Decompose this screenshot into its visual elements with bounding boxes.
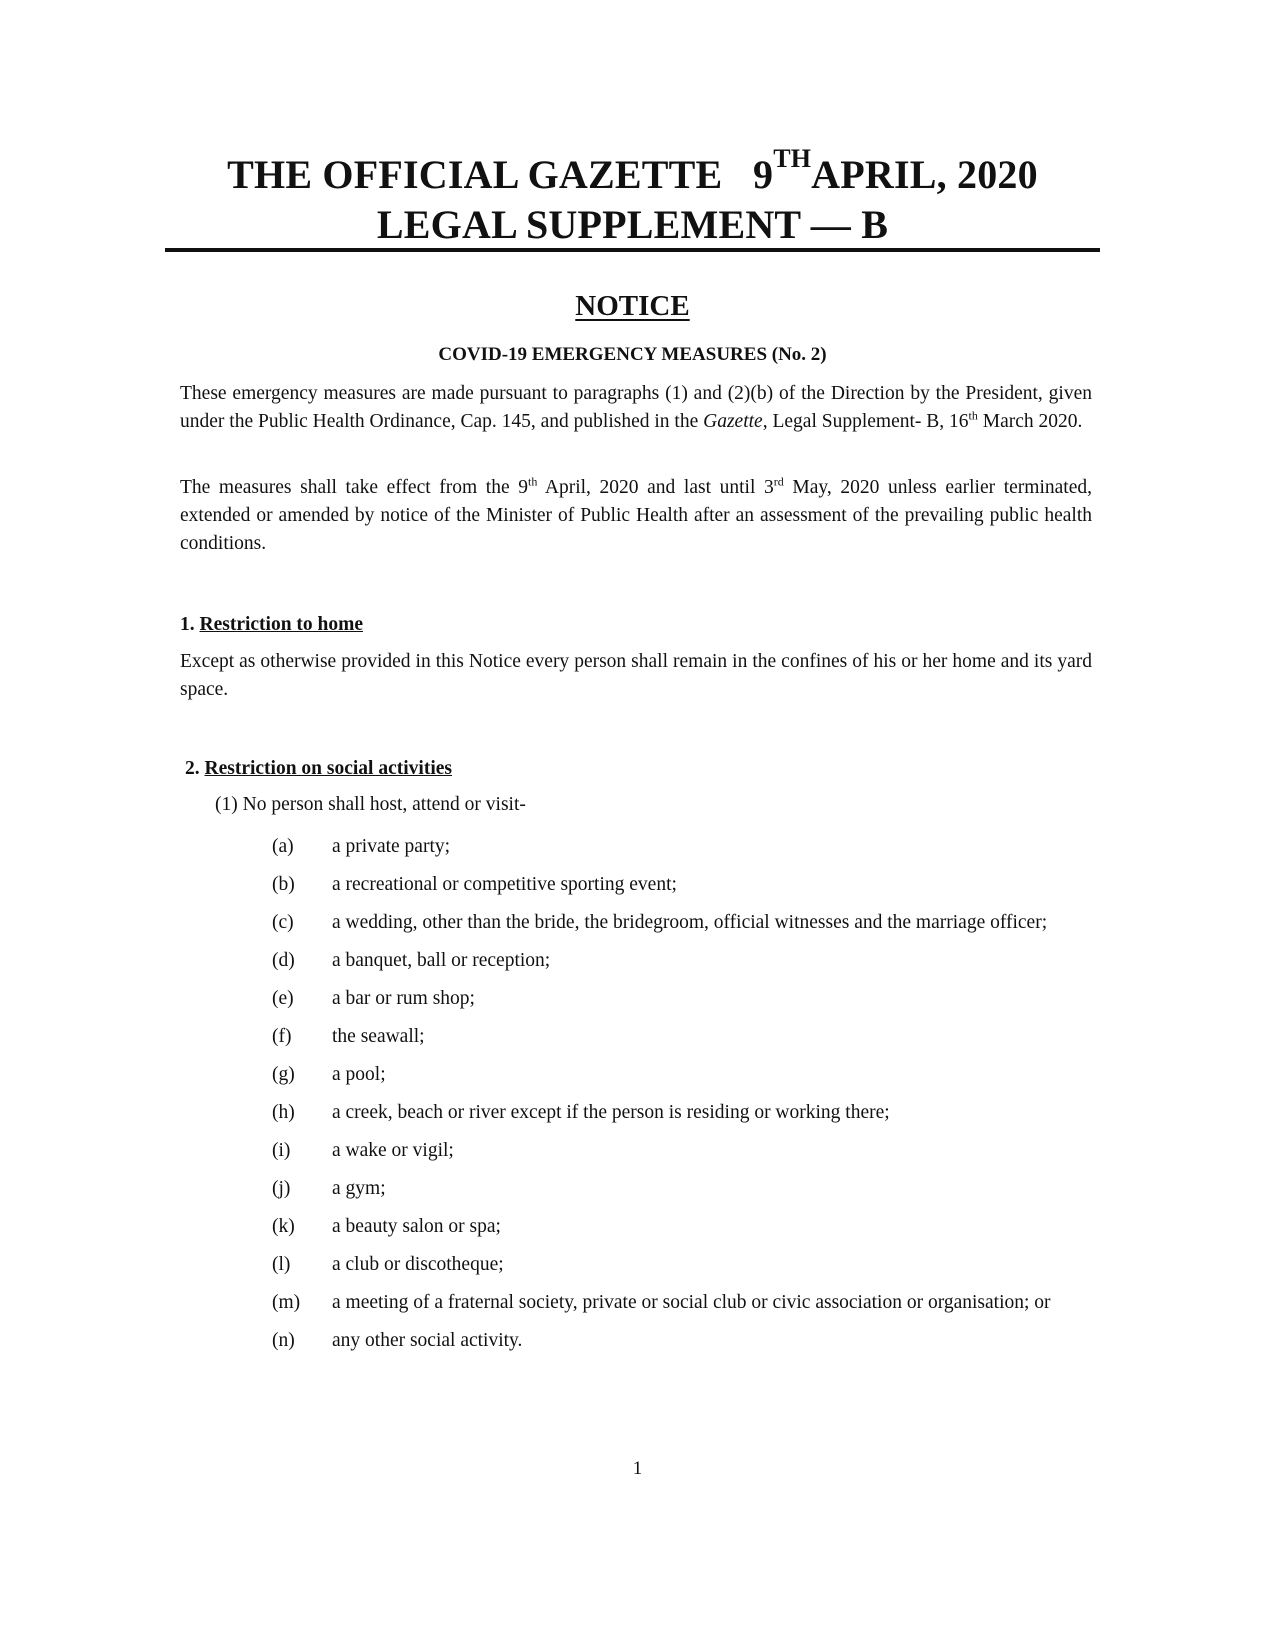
list-item-text: a bar or rum shop; [332, 988, 475, 1009]
list-item-label: (d) [272, 950, 295, 971]
list-item [272, 1061, 1097, 1088]
list-item-label: (b) [272, 874, 295, 895]
list-item-text: a banquet, ball or reception; [332, 950, 551, 971]
gazette-masthead [165, 144, 1100, 250]
list-item-text: a meeting of a fraternal society, private or social club or civic association or organisation; or [332, 1292, 1051, 1313]
list-item-label: (a) [272, 836, 294, 857]
restriction-list [272, 833, 1097, 1365]
list-item-label: (f) [272, 1026, 292, 1047]
list-item-label: (c) [272, 912, 294, 933]
notice-subtitle: COVID-19 EMERGENCY MEASURES (No. 2) [438, 344, 827, 365]
supplement-label: LEGAL SUPPLEMENT — B [376, 202, 889, 247]
list-item-text: a pool; [332, 1064, 386, 1085]
preamble-paragraph-1: These emergency measures are made pursuant to paragraphs (1) and (2)(b) of the Direction by the President, given under the Public Health Ordinance, Cap. 145, and published in the Gazette, Legal Supplement- B, 16th March 2020. [180, 383, 1092, 432]
section-1-body: Except as otherwise provided in this Notice every person shall remain in the confines of his or her home and its yard space. [180, 651, 1092, 700]
list-item [272, 909, 1097, 936]
list-item [272, 833, 1097, 860]
list-item-label: (n) [272, 1330, 295, 1351]
list-item-text: a wedding, other than the bride, the bridegroom, official witnesses and the marriage officer; [332, 912, 1048, 933]
section-1-title: Restriction to home [199, 614, 364, 635]
section-1-heading: 1. Restriction to home [180, 614, 364, 635]
list-item-label: (j) [272, 1178, 291, 1199]
list-item [272, 1175, 1097, 1202]
list-item-label: (l) [272, 1254, 291, 1275]
list-item [272, 1289, 1097, 1316]
list-item-text: the seawall; [332, 1026, 425, 1047]
list-item-label: (i) [272, 1140, 291, 1161]
list-item-text: a club or discotheque; [332, 1254, 504, 1275]
list-item-text: a private party; [332, 836, 451, 857]
list-item [272, 1213, 1097, 1240]
list-item-text: any other social activity. [332, 1330, 523, 1351]
list-item [272, 1099, 1097, 1126]
page-number: 1 [632, 1458, 643, 1479]
list-item-label: (m) [272, 1292, 301, 1313]
list-item-label: (h) [272, 1102, 295, 1123]
list-item-label: (k) [272, 1216, 295, 1237]
list-item [272, 985, 1097, 1012]
section-2-title: Restriction on social activities [204, 758, 452, 779]
list-item-label: (g) [272, 1064, 295, 1085]
list-item-text: a wake or vigil; [332, 1140, 454, 1161]
section-2-intro: (1) No person shall host, attend or visit- [215, 794, 526, 815]
list-item [272, 947, 1097, 974]
list-item-label: (e) [272, 988, 294, 1009]
notice-title: NOTICE [575, 290, 690, 322]
list-item-text: a gym; [332, 1178, 386, 1199]
list-item [272, 1137, 1097, 1164]
list-item-text: a beauty salon or spa; [332, 1216, 501, 1237]
gazette-date: 9THAPRIL, 2020 [753, 144, 1038, 197]
list-item [272, 1023, 1097, 1050]
gazette-title: THE OFFICIAL GAZETTE [227, 152, 723, 197]
preamble-paragraph-2: The measures shall take effect from the 9th April, 2020 and last until 3rd May, 2020 unless earlier terminated, extended or amended by notice of the Minister of Public Health after an assessment of the prevailing public health conditions. [180, 474, 1092, 554]
gazette-italic: Gazette [703, 411, 763, 432]
masthead-title-line [165, 144, 1100, 200]
list-item [272, 871, 1097, 898]
section-2-heading: 2. Restriction on social activities [185, 758, 452, 779]
header-rule [165, 248, 1100, 252]
list-item [272, 1251, 1097, 1278]
list-item [272, 1327, 1097, 1354]
list-item-text: a recreational or competitive sporting event; [332, 874, 677, 895]
list-item-text: a creek, beach or river except if the person is residing or working there; [332, 1102, 890, 1123]
